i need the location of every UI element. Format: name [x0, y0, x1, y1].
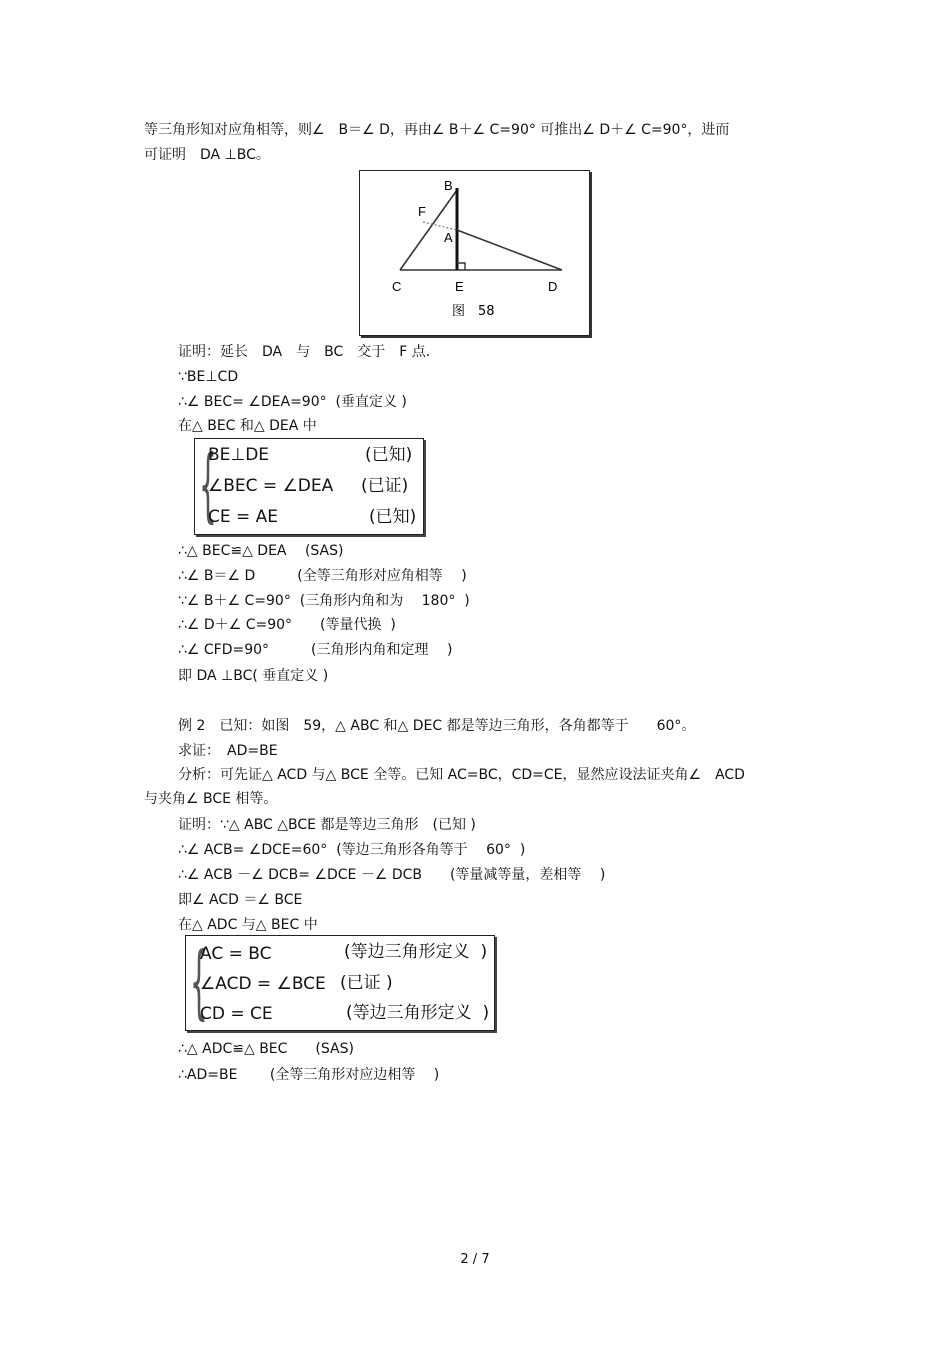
segment-ad — [457, 230, 562, 270]
segment-fa-dashed — [423, 222, 457, 230]
label-e: E — [455, 279, 464, 294]
system1-expr-1: BE⊥DE — [208, 445, 270, 465]
intro-line-1: 等三角形知对应角相等，则∠ B＝∠ D，再由∠ B＋∠ C=90° 可推出∠ D＋∠ C=90°，进而 — [144, 122, 730, 138]
system2-reason-1: (等边三角形定义 ) — [344, 942, 488, 962]
brace-icon: { — [199, 438, 217, 531]
system2-reason-3: (等边三角形定义 ) — [346, 1003, 490, 1023]
system1-expr-2: ∠BEC = ∠DEA — [208, 476, 334, 496]
example2-line-7: ∴∠ ACB －∠ DCB= ∠DCE －∠ DCB (等量减等量，差相等 ) — [178, 867, 606, 883]
example2-after-1: ∴△ ADC≌△ BEC (SAS) — [178, 1041, 354, 1057]
proof1-line-3: ∴∠ BEC= ∠DEA=90° (垂直定义 ) — [178, 394, 407, 410]
label-d: D — [548, 279, 558, 294]
proof1-after-1: ∴△ BEC≌△ DEA (SAS) — [178, 543, 344, 559]
proof1-after-5: ∴∠ CFD=90° (三角形内角和定理 ) — [178, 642, 453, 658]
proof1-after-2: ∴∠ B＝∠ D (全等三角形对应角相等 ) — [178, 568, 467, 584]
label-c: C — [392, 279, 402, 294]
example2-line-4: 与夹角∠ BCE 相等。 — [144, 791, 278, 807]
brace-icon: { — [190, 935, 208, 1028]
proof1-after-3: ∵∠ B＋∠ C=90° (三角形内角和为 180° ) — [178, 593, 470, 609]
example2-line-5: 证明：∵△ ABC △BCE 都是等边三角形 (已知 ) — [178, 817, 476, 833]
example2-line-3: 分析：可先证△ ACD 与△ BCE 全等。已知 AC=BC，CD=CE，显然应设法证夹角∠ ACD — [178, 767, 745, 783]
system2-expr-2: ∠ACD = ∠BCE — [200, 974, 326, 994]
proof1-line-1: 证明：延长 DA 与 BC 交于 F 点． — [178, 344, 440, 360]
system1-reason-2: (已证) — [361, 476, 409, 496]
figure-58-diagram — [360, 171, 591, 337]
example2-line-9: 在△ ADC 与△ BEC 中 — [178, 917, 318, 933]
equation-system-1 — [194, 438, 424, 535]
proof1-line-2: ∵BE⊥CD — [178, 369, 239, 385]
label-f: F — [418, 204, 426, 219]
label-b: B — [444, 178, 453, 193]
example2-line-6: ∴∠ ACB= ∠DCE=60° (等边三角形各角等于 60° ) — [178, 842, 526, 858]
example2-after-2: ∴AD=BE (全等三角形对应边相等 ) — [178, 1067, 440, 1083]
page-number: 2 / 7 — [460, 1252, 490, 1267]
system2-expr-3: CD = CE — [200, 1004, 273, 1024]
system2-reason-2: (已证 ) — [340, 973, 393, 993]
figure-58 — [359, 170, 590, 336]
system1-expr-3: CE = AE — [208, 507, 279, 527]
equation-system-2 — [185, 935, 495, 1031]
example2-line-2: 求证： AD=BE — [178, 743, 278, 759]
intro-line-2: 可证明 DA ⊥BC。 — [144, 147, 270, 163]
system1-reason-1: (已知) — [365, 445, 413, 465]
system2-expr-1: AC = BC — [200, 944, 272, 964]
proof1-after-6: 即 DA ⊥BC( 垂直定义 ) — [178, 668, 329, 684]
proof1-after-4: ∴∠ D＋∠ C=90° (等量代换 ) — [178, 617, 396, 633]
example2-line-8: 即∠ ACD ＝∠ BCE — [178, 892, 303, 908]
figure-caption: 图 58 — [452, 304, 495, 319]
example2-line-1: 例 2 已知：如图 59，△ ABC 和△ DEC 都是等边三角形，各角都等于 60°。 — [178, 718, 696, 734]
label-a: A — [444, 230, 453, 245]
system1-reason-3: (已知) — [369, 507, 417, 527]
proof1-line-4: 在△ BEC 和△ DEA 中 — [178, 418, 317, 434]
